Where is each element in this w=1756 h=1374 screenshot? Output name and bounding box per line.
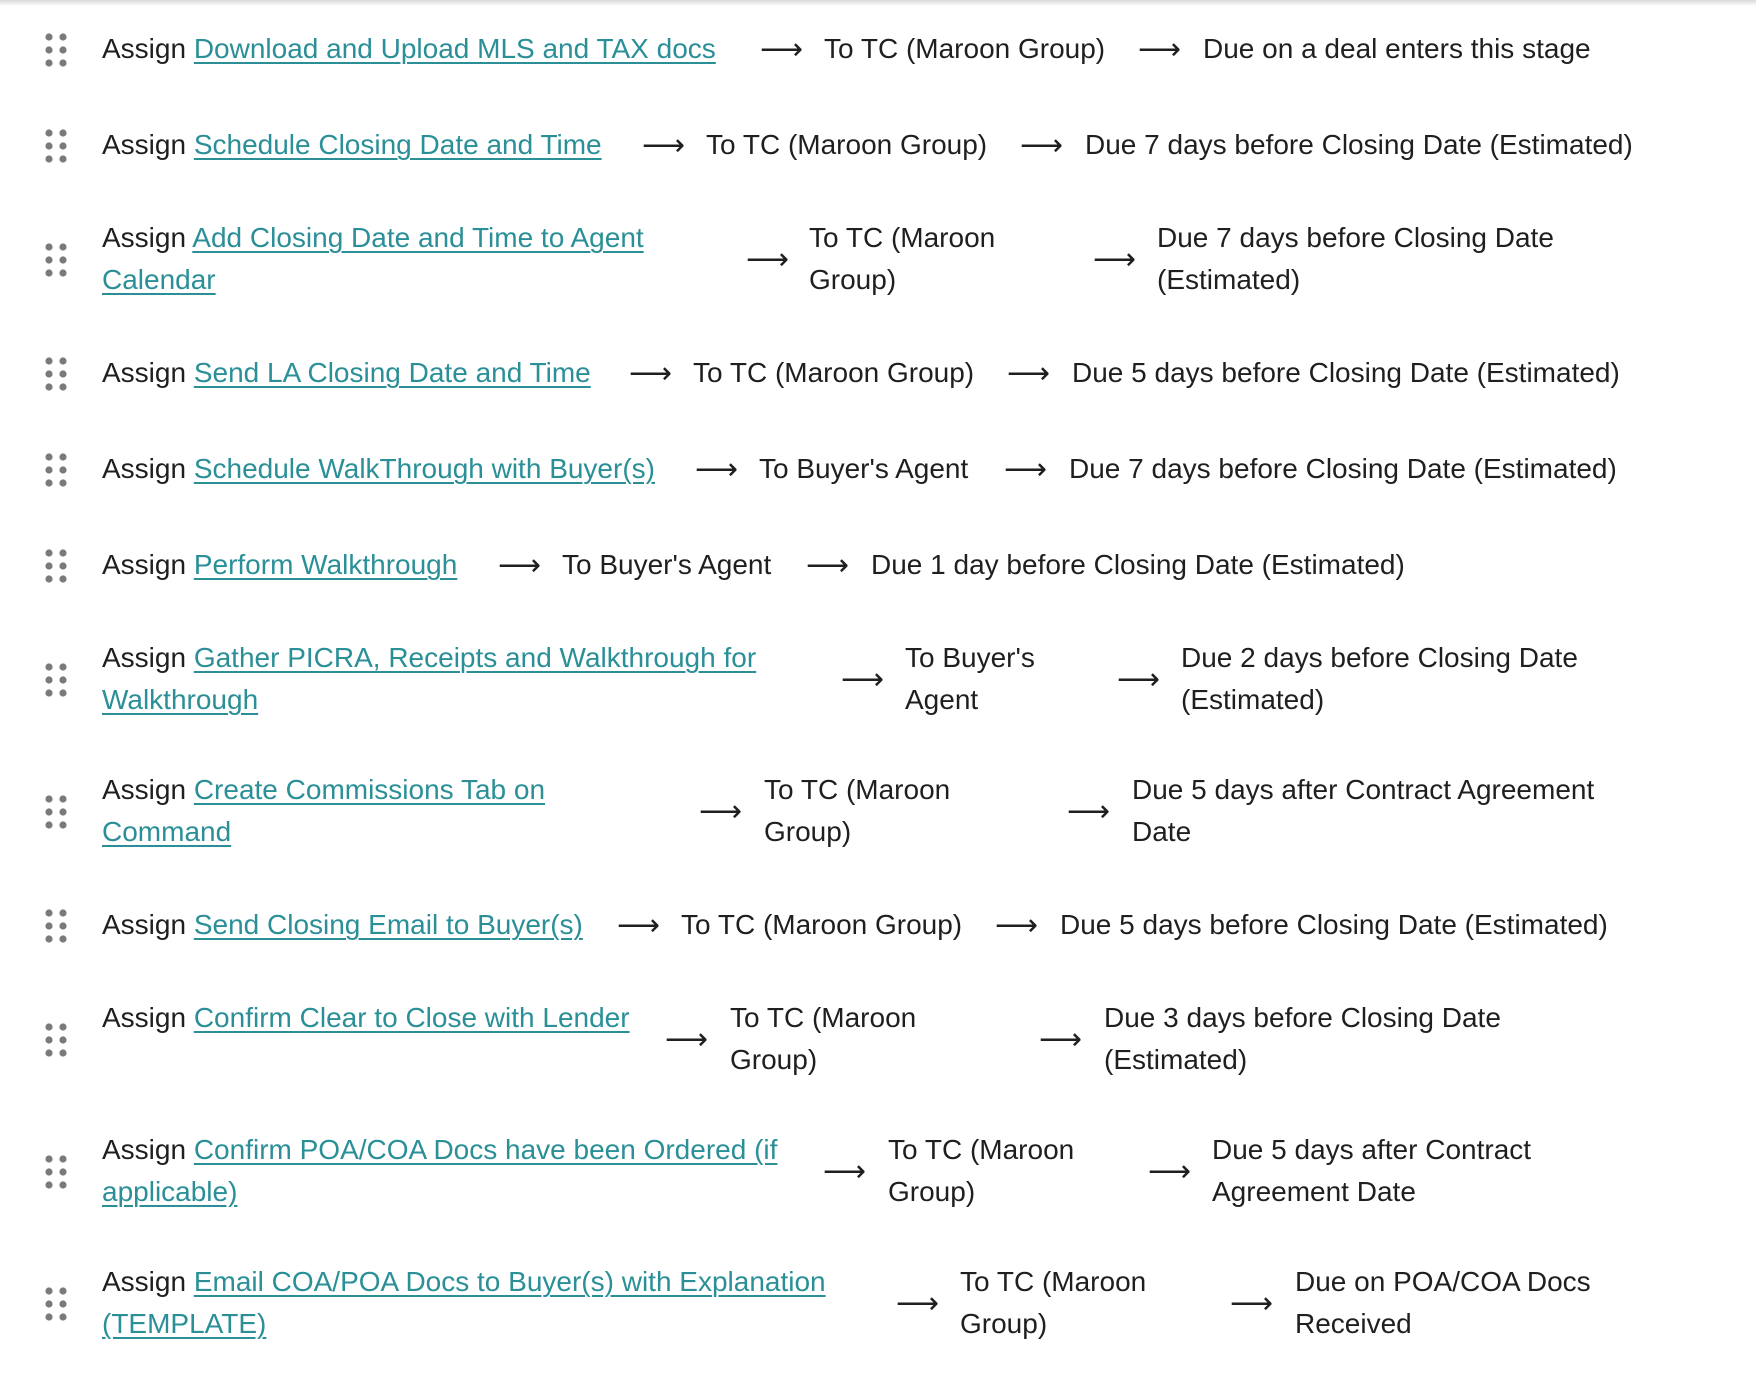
arrow-right-icon: ⟶ xyxy=(806,549,850,582)
assignee-text: To TC (Maroon Group) xyxy=(681,909,963,940)
assignee-text: To TC (Maroon Group) xyxy=(960,1266,1147,1339)
task-cell xyxy=(102,1261,862,1345)
drag-handle-icon[interactable] xyxy=(44,453,68,487)
task-cell xyxy=(102,124,662,166)
arrow-right-icon: ⟶ xyxy=(1138,33,1182,66)
drag-handle-icon[interactable] xyxy=(44,549,68,583)
due-text: Due 5 days after Contract Agreement Date xyxy=(1212,1134,1532,1207)
task-link[interactable]: Schedule WalkThrough with Buyer(s) xyxy=(193,453,655,484)
assign-label: Assign xyxy=(102,774,187,805)
due-text: Due 5 days after Contract Agreement Date xyxy=(1132,774,1595,847)
assignee-text: To TC (Maroon Group) xyxy=(888,1134,1075,1207)
arrow-right-icon: ⟶ xyxy=(823,1155,867,1188)
assign-label: Assign xyxy=(102,129,187,160)
arrow-right-icon: ⟶ xyxy=(1093,243,1137,276)
arrow-right-icon: ⟶ xyxy=(1020,129,1064,162)
due-text: Due on POA/COA Docs Received xyxy=(1295,1266,1591,1339)
due-text: Due 7 days before Closing Date (Estimated) xyxy=(1085,129,1633,160)
arrow-right-icon: ⟶ xyxy=(665,1023,709,1056)
arrow-right-icon: ⟶ xyxy=(746,243,790,276)
task-cell xyxy=(102,904,662,946)
drag-handle-icon[interactable] xyxy=(44,1155,68,1189)
arrow-right-icon: ⟶ xyxy=(1067,795,1111,828)
task-cell xyxy=(102,352,662,394)
task-cell xyxy=(102,1129,792,1213)
arrow-right-icon: ⟶ xyxy=(642,129,686,162)
assign-label: Assign xyxy=(102,909,187,940)
assign-label: Assign xyxy=(102,1134,187,1165)
arrow-right-icon: ⟶ xyxy=(498,549,542,582)
task-link[interactable]: Download and Upload MLS and TAX docs xyxy=(193,33,716,64)
assign-label: Assign xyxy=(102,222,187,253)
task-link[interactable]: Gather PICRA, Receipts and Walkthrough for Walkthrough xyxy=(102,642,757,715)
task-link[interactable]: Confirm Clear to Close with Lender xyxy=(193,1002,630,1033)
due-text: Due on a deal enters this stage xyxy=(1203,33,1591,64)
task-cell xyxy=(102,217,702,301)
due-text: Due 2 days before Closing Date (Estimated) xyxy=(1181,642,1578,715)
assign-label: Assign xyxy=(102,453,187,484)
drag-handle-icon[interactable] xyxy=(44,1287,68,1321)
arrow-right-icon: ⟶ xyxy=(1004,453,1048,486)
arrow-right-icon: ⟶ xyxy=(629,357,673,390)
task-link[interactable]: Add Closing Date and Time to Agent Calendar xyxy=(102,222,644,295)
assignee-text: To Buyer's Agent xyxy=(759,453,969,484)
due-text: Due 7 days before Closing Date (Estimated) xyxy=(1157,222,1554,295)
assignee-text: To TC (Maroon Group) xyxy=(824,33,1106,64)
assignee-text: To Buyer's Agent xyxy=(562,549,772,580)
arrow-right-icon: ⟶ xyxy=(760,33,804,66)
top-edge-shadow xyxy=(0,0,1756,6)
task-cell xyxy=(102,769,662,853)
assign-label: Assign xyxy=(102,1002,187,1033)
task-link[interactable]: Create Commissions Tab on Command xyxy=(102,774,546,847)
task-link[interactable]: Confirm POA/COA Docs have been Ordered (if applicable) xyxy=(102,1134,778,1207)
due-text: Due 5 days before Closing Date (Estimated) xyxy=(1072,357,1620,388)
arrow-right-icon: ⟶ xyxy=(695,453,739,486)
assign-label: Assign xyxy=(102,1266,187,1297)
assign-label: Assign xyxy=(102,549,187,580)
arrow-right-icon: ⟶ xyxy=(896,1287,940,1320)
drag-handle-icon[interactable] xyxy=(44,1023,68,1057)
drag-handle-icon[interactable] xyxy=(44,243,68,277)
arrow-right-icon: ⟶ xyxy=(1007,357,1051,390)
task-link[interactable]: Perform Walkthrough xyxy=(193,549,458,580)
due-text: Due 7 days before Closing Date (Estimated) xyxy=(1069,453,1617,484)
assignee-text: To TC (Maroon Group) xyxy=(764,774,951,847)
task-link[interactable]: Send Closing Email to Buyer(s) xyxy=(193,909,583,940)
task-cell xyxy=(102,997,662,1039)
arrow-right-icon: ⟶ xyxy=(995,909,1039,942)
assign-label: Assign xyxy=(102,33,187,64)
due-text: Due 3 days before Closing Date (Estimated) xyxy=(1104,1002,1501,1075)
arrow-right-icon: ⟶ xyxy=(1117,663,1161,696)
arrow-right-icon: ⟶ xyxy=(1039,1023,1083,1056)
task-cell xyxy=(102,544,522,586)
assign-label: Assign xyxy=(102,357,187,388)
drag-handle-icon[interactable] xyxy=(44,909,68,943)
task-cell xyxy=(102,448,722,490)
arrow-right-icon: ⟶ xyxy=(617,909,661,942)
drag-handle-icon[interactable] xyxy=(44,129,68,163)
due-text: Due 5 days before Closing Date (Estimated) xyxy=(1060,909,1608,940)
drag-handle-icon[interactable] xyxy=(44,795,68,829)
due-text: Due 1 day before Closing Date (Estimated) xyxy=(871,549,1405,580)
task-link[interactable]: Send LA Closing Date and Time xyxy=(193,357,591,388)
assignee-text: To TC (Maroon Group) xyxy=(693,357,975,388)
drag-handle-icon[interactable] xyxy=(44,663,68,697)
assignee-text: To TC (Maroon Group) xyxy=(706,129,988,160)
assignee-text: To TC (Maroon Group) xyxy=(809,222,996,295)
drag-handle-icon[interactable] xyxy=(44,357,68,391)
arrow-right-icon: ⟶ xyxy=(1230,1287,1274,1320)
drag-handle-icon[interactable] xyxy=(44,33,68,67)
arrow-right-icon: ⟶ xyxy=(699,795,743,828)
arrow-right-icon: ⟶ xyxy=(841,663,885,696)
task-cell xyxy=(102,28,762,70)
assignee-text: To TC (Maroon Group) xyxy=(730,1002,917,1075)
task-cell xyxy=(102,637,792,721)
assign-label: Assign xyxy=(102,642,187,673)
assignee-text: To Buyer's Agent xyxy=(905,642,1035,715)
task-link[interactable]: Email COA/POA Docs to Buyer(s) with Explanation (TEMPLATE) xyxy=(102,1266,826,1339)
arrow-right-icon: ⟶ xyxy=(1148,1155,1192,1188)
task-link[interactable]: Schedule Closing Date and Time xyxy=(193,129,602,160)
